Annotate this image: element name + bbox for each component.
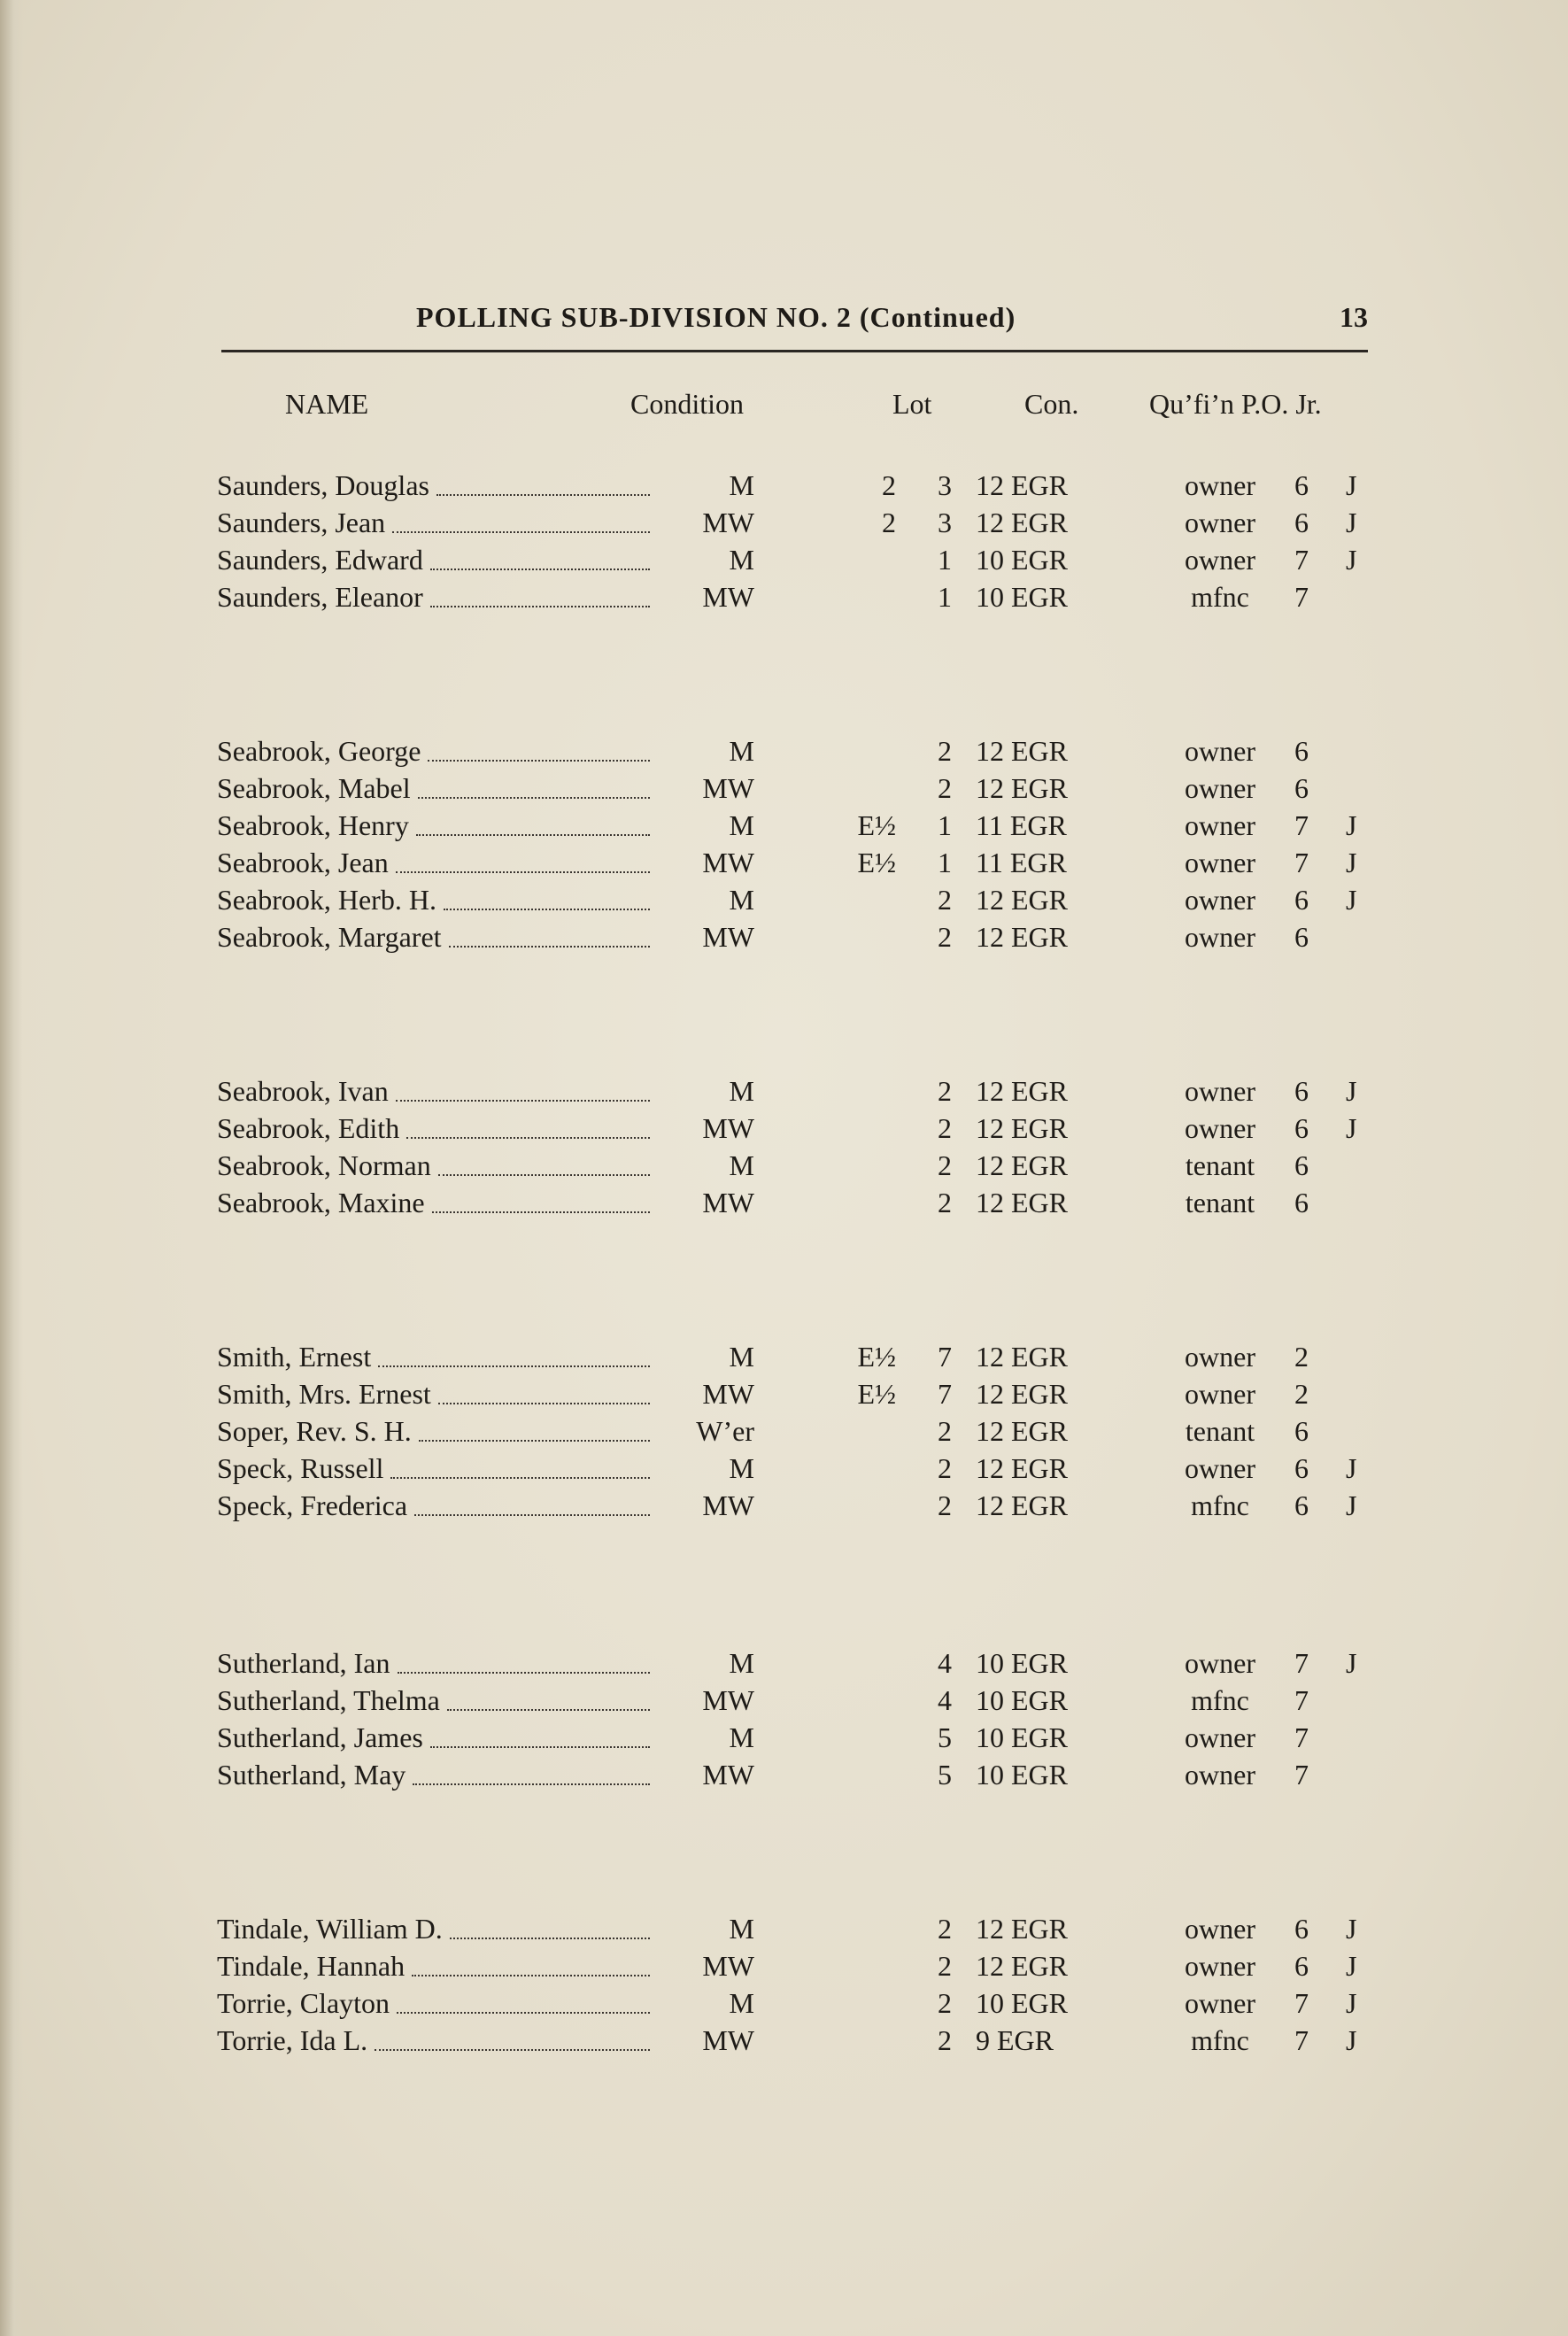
concession: 10 EGR: [976, 581, 1068, 613]
condition-value: M: [729, 735, 754, 767]
list-item: [0, 1341, 1568, 1378]
voter-name: Sutherland, James: [217, 1721, 423, 1753]
lot-number: 1: [938, 581, 952, 613]
condition-value: M: [729, 1647, 754, 1679]
column-header-lot: Lot: [892, 388, 932, 420]
voter-name: Seabrook, Maxine: [217, 1187, 425, 1218]
lot-part: E½: [857, 1378, 896, 1410]
post-office-number: 6: [1294, 469, 1309, 501]
concession: 12 EGR: [976, 1415, 1068, 1447]
qualification: owner: [1185, 1647, 1255, 1679]
lot-part: E½: [857, 809, 896, 841]
juror-mark: J: [1346, 1950, 1357, 1982]
post-office-number: 6: [1294, 1913, 1309, 1945]
post-office-number: 6: [1294, 884, 1309, 916]
concession: 10 EGR: [976, 1721, 1068, 1753]
concession: 10 EGR: [976, 1647, 1068, 1679]
lot-number: 1: [938, 544, 952, 576]
list-item: [0, 921, 1568, 958]
concession: 10 EGR: [976, 544, 1068, 576]
list-item: [0, 2024, 1568, 2061]
qualification: owner: [1185, 735, 1255, 767]
concession: 10 EGR: [976, 1987, 1068, 2019]
dot-leader: [430, 569, 650, 570]
condition-value: MW: [702, 1759, 754, 1791]
list-item: [0, 469, 1568, 507]
lot-number: 5: [938, 1759, 952, 1791]
voter-name: Sutherland, Ian: [217, 1647, 390, 1679]
voter-name: Torrie, Clayton: [217, 1987, 390, 2019]
list-item: [0, 1987, 1568, 2024]
concession: 11 EGR: [976, 809, 1067, 841]
list-item: [0, 1684, 1568, 1721]
juror-mark: J: [1346, 469, 1357, 501]
condition-value: W’er: [696, 1415, 754, 1447]
header-rule: [221, 350, 1368, 352]
lot-part: E½: [857, 847, 896, 878]
dot-leader: [432, 1211, 650, 1213]
voter-name: Tindale, Hannah: [217, 1950, 406, 1982]
juror-mark: J: [1346, 1452, 1357, 1484]
list-item: [0, 581, 1568, 618]
condition-value: M: [729, 1341, 754, 1373]
dot-leader: [412, 1975, 650, 1976]
voter-name: Saunders, Jean: [217, 507, 386, 538]
juror-mark: J: [1346, 1987, 1357, 2019]
lot-number: 1: [938, 809, 952, 841]
lot-part: 2: [882, 469, 896, 501]
dot-leader: [447, 1709, 650, 1711]
condition-value: M: [729, 884, 754, 916]
qualification: owner: [1185, 1721, 1255, 1753]
dot-leader: [396, 871, 650, 873]
lot-number: 2: [938, 884, 952, 916]
concession: 12 EGR: [976, 772, 1068, 804]
voter-name: Torrie, Ida L.: [217, 2024, 368, 2056]
lot-part: 2: [882, 507, 896, 538]
dot-leader: [444, 909, 650, 910]
concession: 12 EGR: [976, 1149, 1068, 1181]
concession: 10 EGR: [976, 1684, 1068, 1716]
qualification: owner: [1185, 1759, 1255, 1791]
lot-part: E½: [857, 1341, 896, 1373]
lot-number: 2: [938, 1489, 952, 1521]
qualification: tenant: [1185, 1187, 1255, 1218]
condition-value: MW: [702, 2024, 754, 2056]
lot-number: 1: [938, 847, 952, 878]
concession: 12 EGR: [976, 1112, 1068, 1144]
condition-value: M: [729, 1721, 754, 1753]
page-header: [221, 301, 1368, 345]
column-header-qualification-po-jr: Qu’fi’n P.O. Jr.: [1149, 388, 1322, 420]
post-office-number: 6: [1294, 1149, 1309, 1181]
dot-leader: [390, 1477, 650, 1479]
concession: 12 EGR: [976, 735, 1068, 767]
qualification: owner: [1185, 1987, 1255, 2019]
dot-leader: [406, 1137, 650, 1139]
list-item: [0, 809, 1568, 847]
qualification: owner: [1185, 1452, 1255, 1484]
qualification: owner: [1185, 1075, 1255, 1107]
lot-number: 3: [938, 469, 952, 501]
voter-name: Seabrook, Norman: [217, 1149, 431, 1181]
post-office-number: 7: [1294, 581, 1309, 613]
concession: 11 EGR: [976, 847, 1067, 878]
concession: 12 EGR: [976, 1489, 1068, 1521]
dot-leader: [449, 946, 650, 948]
lot-number: 2: [938, 2024, 952, 2056]
post-office-number: 7: [1294, 847, 1309, 878]
column-header-name: NAME: [285, 388, 369, 420]
voter-name: Seabrook, Edith: [217, 1112, 400, 1144]
juror-mark: J: [1346, 1489, 1357, 1521]
juror-mark: J: [1346, 1112, 1357, 1144]
juror-mark: J: [1346, 1647, 1357, 1679]
concession: 12 EGR: [976, 1452, 1068, 1484]
list-item: [0, 1112, 1568, 1149]
list-item: [0, 1187, 1568, 1224]
condition-value: MW: [702, 1950, 754, 1982]
concession: 12 EGR: [976, 1187, 1068, 1218]
list-item: [0, 1759, 1568, 1796]
condition-value: MW: [702, 1378, 754, 1410]
dot-leader: [416, 834, 650, 836]
post-office-number: 7: [1294, 544, 1309, 576]
concession: 12 EGR: [976, 1341, 1068, 1373]
qualification: owner: [1185, 1913, 1255, 1945]
lot-number: 2: [938, 1187, 952, 1218]
list-item: [0, 884, 1568, 921]
voter-name: Saunders, Douglas: [217, 469, 429, 501]
dot-leader: [378, 1365, 650, 1367]
list-item: [0, 507, 1568, 544]
dot-leader: [398, 1672, 651, 1674]
condition-value: M: [729, 544, 754, 576]
dot-leader: [375, 2049, 650, 2051]
concession: 12 EGR: [976, 884, 1068, 916]
lot-number: 2: [938, 1913, 952, 1945]
juror-mark: J: [1346, 809, 1357, 841]
list-item: [0, 1913, 1568, 1950]
condition-value: M: [729, 809, 754, 841]
qualification: tenant: [1185, 1149, 1255, 1181]
voter-name: Smith, Mrs. Ernest: [217, 1378, 431, 1410]
list-item: [0, 1415, 1568, 1452]
post-office-number: 2: [1294, 1341, 1309, 1373]
list-item: [0, 847, 1568, 884]
voter-name: Seabrook, George: [217, 735, 421, 767]
juror-mark: J: [1346, 1913, 1357, 1945]
voter-name: Speck, Frederica: [217, 1489, 408, 1521]
post-office-number: 7: [1294, 1987, 1309, 2019]
lot-number: 2: [938, 772, 952, 804]
lot-number: 2: [938, 1950, 952, 1982]
lot-number: 2: [938, 921, 952, 953]
lot-number: 2: [938, 1149, 952, 1181]
column-header-condition: Condition: [630, 388, 745, 420]
dot-leader: [392, 531, 650, 533]
voter-name: Smith, Ernest: [217, 1341, 372, 1373]
dot-leader: [396, 1100, 650, 1102]
qualification: mfnc: [1191, 2024, 1249, 2056]
condition-value: M: [729, 469, 754, 501]
dot-leader: [414, 1514, 650, 1516]
post-office-number: 7: [1294, 809, 1309, 841]
column-header-con: Con.: [1024, 388, 1079, 420]
voter-name: Speck, Russell: [217, 1452, 384, 1484]
concession: 12 EGR: [976, 921, 1068, 953]
dot-leader: [436, 494, 650, 496]
post-office-number: 6: [1294, 921, 1309, 953]
qualification: owner: [1185, 884, 1255, 916]
lot-number: 7: [938, 1341, 952, 1373]
condition-value: MW: [702, 1684, 754, 1716]
dot-leader: [397, 2012, 650, 2014]
condition-value: MW: [702, 921, 754, 953]
page-number: 13: [1340, 301, 1368, 333]
qualification: mfnc: [1191, 581, 1249, 613]
lot-number: 3: [938, 507, 952, 538]
qualification: owner: [1185, 1378, 1255, 1410]
qualification: owner: [1185, 847, 1255, 878]
lot-number: 2: [938, 735, 952, 767]
dot-leader: [430, 1746, 650, 1748]
condition-value: M: [729, 1149, 754, 1181]
lot-number: 7: [938, 1378, 952, 1410]
qualification: tenant: [1185, 1415, 1255, 1447]
list-item: [0, 1950, 1568, 1987]
concession: 12 EGR: [976, 507, 1068, 538]
qualification: mfnc: [1191, 1489, 1249, 1521]
qualification: owner: [1185, 507, 1255, 538]
lot-number: 4: [938, 1684, 952, 1716]
dot-leader: [428, 760, 650, 762]
concession: 10 EGR: [976, 1759, 1068, 1791]
condition-value: MW: [702, 507, 754, 538]
list-item: [0, 1647, 1568, 1684]
concession: 12 EGR: [976, 469, 1068, 501]
list-item: [0, 1075, 1568, 1112]
lot-number: 5: [938, 1721, 952, 1753]
lot-number: 2: [938, 1075, 952, 1107]
juror-mark: J: [1346, 1075, 1357, 1107]
post-office-number: 6: [1294, 1415, 1309, 1447]
voter-name: Seabrook, Ivan: [217, 1075, 389, 1107]
dot-leader: [418, 797, 650, 799]
list-item: [0, 1378, 1568, 1415]
post-office-number: 7: [1294, 1721, 1309, 1753]
dot-leader: [430, 606, 650, 607]
post-office-number: 6: [1294, 1187, 1309, 1218]
concession: 12 EGR: [976, 1075, 1068, 1107]
voter-name: Seabrook, Margaret: [217, 921, 442, 953]
post-office-number: 6: [1294, 1452, 1309, 1484]
juror-mark: J: [1346, 884, 1357, 916]
qualification: owner: [1185, 1950, 1255, 1982]
dot-leader: [438, 1174, 650, 1176]
condition-value: M: [729, 1452, 754, 1484]
post-office-number: 6: [1294, 507, 1309, 538]
concession: 12 EGR: [976, 1913, 1068, 1945]
list-item: [0, 1452, 1568, 1489]
page-title: POLLING SUB-DIVISION NO. 2 (Continued): [416, 301, 1016, 333]
post-office-number: 6: [1294, 1950, 1309, 1982]
list-item: [0, 1721, 1568, 1759]
list-item: [0, 735, 1568, 772]
post-office-number: 7: [1294, 1759, 1309, 1791]
post-office-number: 6: [1294, 735, 1309, 767]
voter-name: Saunders, Edward: [217, 544, 423, 576]
voter-name: Tindale, William D.: [217, 1913, 443, 1945]
qualification: owner: [1185, 1112, 1255, 1144]
voter-name: Seabrook, Henry: [217, 809, 409, 841]
qualification: owner: [1185, 772, 1255, 804]
dot-leader: [438, 1403, 650, 1404]
lot-number: 2: [938, 1112, 952, 1144]
dot-leader: [450, 1938, 650, 1939]
qualification: owner: [1185, 544, 1255, 576]
lot-number: 4: [938, 1647, 952, 1679]
list-item: [0, 544, 1568, 581]
post-office-number: 6: [1294, 772, 1309, 804]
qualification: owner: [1185, 921, 1255, 953]
list-item: [0, 1489, 1568, 1527]
lot-number: 2: [938, 1987, 952, 2019]
juror-mark: J: [1346, 507, 1357, 538]
condition-value: M: [729, 1913, 754, 1945]
juror-mark: J: [1346, 847, 1357, 878]
concession: 12 EGR: [976, 1950, 1068, 1982]
qualification: owner: [1185, 1341, 1255, 1373]
post-office-number: 7: [1294, 1684, 1309, 1716]
condition-value: MW: [702, 1187, 754, 1218]
post-office-number: 6: [1294, 1075, 1309, 1107]
dot-leader: [419, 1440, 650, 1442]
concession: 12 EGR: [976, 1378, 1068, 1410]
concession: 9 EGR: [976, 2024, 1054, 2056]
voter-name: Soper, Rev. S. H.: [217, 1415, 412, 1447]
post-office-number: 6: [1294, 1112, 1309, 1144]
condition-value: MW: [702, 847, 754, 878]
lot-number: 2: [938, 1452, 952, 1484]
condition-value: MW: [702, 581, 754, 613]
voter-name: Seabrook, Jean: [217, 847, 389, 878]
juror-mark: J: [1346, 544, 1357, 576]
voter-name: Saunders, Eleanor: [217, 581, 423, 613]
qualification: mfnc: [1191, 1684, 1249, 1716]
post-office-number: 7: [1294, 1647, 1309, 1679]
post-office-number: 7: [1294, 2024, 1309, 2056]
juror-mark: J: [1346, 2024, 1357, 2056]
voter-name: Seabrook, Mabel: [217, 772, 411, 804]
post-office-number: 2: [1294, 1378, 1309, 1410]
lot-number: 2: [938, 1415, 952, 1447]
condition-value: M: [729, 1075, 754, 1107]
qualification: owner: [1185, 809, 1255, 841]
condition-value: MW: [702, 1489, 754, 1521]
voter-name: Sutherland, Thelma: [217, 1684, 440, 1716]
condition-value: MW: [702, 772, 754, 804]
voter-name: Sutherland, May: [217, 1759, 406, 1791]
list-item: [0, 1149, 1568, 1187]
condition-value: M: [729, 1987, 754, 2019]
dot-leader: [413, 1783, 650, 1785]
voter-name: Seabrook, Herb. H.: [217, 884, 436, 916]
list-item: [0, 772, 1568, 809]
condition-value: MW: [702, 1112, 754, 1144]
qualification: owner: [1185, 469, 1255, 501]
post-office-number: 6: [1294, 1489, 1309, 1521]
